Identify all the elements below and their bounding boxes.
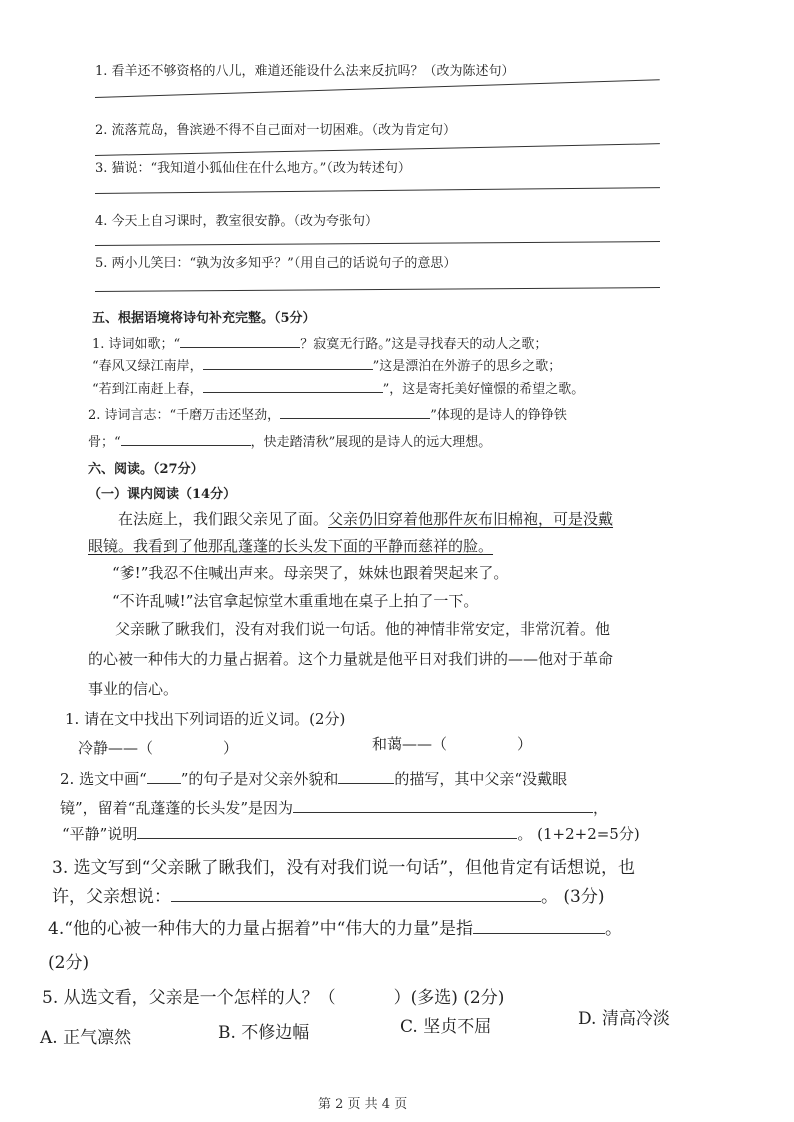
option-d[interactable]: D. 清高冷淡 — [578, 1009, 670, 1029]
passage-line-2: 眼镜。我看到了他那乱蓬蓬的长头发下面的平静而慈祥的脸。 — [88, 537, 494, 555]
blank-q2-calm[interactable] — [137, 823, 517, 839]
poem-line-5: 骨；“ ，快走踏清秋”展现的是诗人的远大理想。 — [88, 431, 491, 450]
blank-q4[interactable] — [473, 916, 605, 934]
blank-q2-underline-sample — [147, 768, 181, 784]
passage-line-6: 的心被一种伟大的力量占据着。这个力量就是他平日对我们讲的——他对于革命 — [88, 650, 614, 668]
answer-line-1 — [95, 79, 660, 98]
question-1: 1. 请在文中找出下列词语的近义词。(2分) — [65, 710, 346, 728]
blank-4[interactable] — [280, 405, 430, 419]
rewrite-item-2: 2. 流落荒岛，鲁滨逊不得不自己面对一切困难。（改为肯定句） — [95, 123, 457, 138]
rewrite-item-4: 4. 今天上自习课时，教室很安静。（改为夸张句） — [95, 214, 379, 229]
answer-line-2 — [95, 143, 660, 156]
question-3-line-2: 许，父亲想说： 。 (3分) — [52, 882, 604, 907]
question-2-line-3: “平静”说明 。 (1+2+2=5分) — [62, 825, 640, 843]
blank-3[interactable] — [203, 379, 383, 393]
rewrite-item-1: 1. 看羊还不够资格的八儿，难道还能设什么法来反抗吗？（改为陈述句） — [95, 64, 515, 79]
option-c[interactable]: C. 坚贞不屈 — [400, 1017, 492, 1037]
blank-1[interactable] — [180, 334, 300, 348]
passage-line-5: 父亲瞅了瞅我们，没有对我们说一句话。他的神情非常安定，非常沉着。他 — [115, 620, 611, 638]
poem-line-2: “春风又绿江南岸， ”这是漂泊在外游子的思乡之歌； — [92, 355, 561, 374]
option-b[interactable]: B. 不修边幅 — [218, 1023, 310, 1043]
blank-5[interactable] — [121, 432, 251, 446]
question-3-line-1: 3. 选文写到“父亲瞅了瞅我们，没有对我们说一句话”，但他肯定有话想说，也 — [52, 858, 636, 878]
section-6-subtitle: （一）课内阅读（14分） — [88, 487, 237, 502]
question-1-item-b: 和蔼——（ ） — [372, 735, 533, 753]
section-6-title: 六、阅读。（27分） — [88, 462, 204, 477]
blank-q2-reason[interactable] — [293, 797, 593, 813]
section-5-title: 五、根据语境将诗句补充完整。（5分） — [92, 311, 316, 326]
passage-line-7: 事业的信心。 — [88, 680, 179, 698]
answer-line-3 — [95, 187, 660, 194]
option-a[interactable]: A. 正气凛然 — [40, 1028, 132, 1048]
passage-line-3: “爹!”我忍不住喊出声来。母亲哭了，妹妹也跟着哭起来了。 — [112, 564, 509, 582]
poem-line-4: 2. 诗词言志：“千磨万击还坚劲， ”体现的是诗人的铮铮铁 — [88, 404, 567, 423]
blank-2[interactable] — [203, 356, 373, 370]
question-4-line-1: 4.“他的心被一种伟大的力量占据着”中“伟大的力量”是指 。 — [48, 914, 622, 939]
answer-line-4 — [95, 241, 660, 246]
passage-line-1: 在法庭上，我们跟父亲见了面。父亲仍旧穿着他那件灰布旧棉袍，可是没戴 — [118, 510, 614, 528]
poem-line-3: “若到江南赶上春， ”，这是寄托美好憧憬的希望之歌。 — [92, 378, 584, 397]
question-1-item-a: 冷静——（ ） — [78, 739, 239, 757]
poem-line-1: 1. 诗词如歌；“ ？寂寞无行路。”这是寻找春天的动人之歌； — [92, 333, 547, 352]
answer-line-5 — [95, 287, 660, 292]
rewrite-item-5: 5. 两小儿笑曰：“孰为汝多知乎？”（用自己的话说句子的意思） — [95, 256, 457, 271]
page-footer: 第 2 页 共 4 页 — [318, 1097, 408, 1112]
blank-q3[interactable] — [171, 884, 541, 902]
rewrite-item-3: 3. 猫说：“我知道小狐仙住在什么地方。”（改为转述句） — [95, 161, 411, 176]
question-5: 5. 从选文看，父亲是一个怎样的人？（ ）(多选) (2分) — [42, 988, 505, 1008]
blank-q2-aspect[interactable] — [338, 768, 394, 784]
passage-line-4: “不许乱喊!”法官拿起惊堂木重重地在桌子上拍了一下。 — [112, 592, 479, 610]
question-2-line-2: 镜”，留着“乱蓬蓬的长头发”是因为 ， — [60, 799, 609, 817]
question-4-score: (2分) — [48, 953, 90, 973]
question-2-line-1: 2. 选文中画“ ”的句子是对父亲外貌和 的描写，其中父亲“没戴眼 — [60, 770, 568, 788]
